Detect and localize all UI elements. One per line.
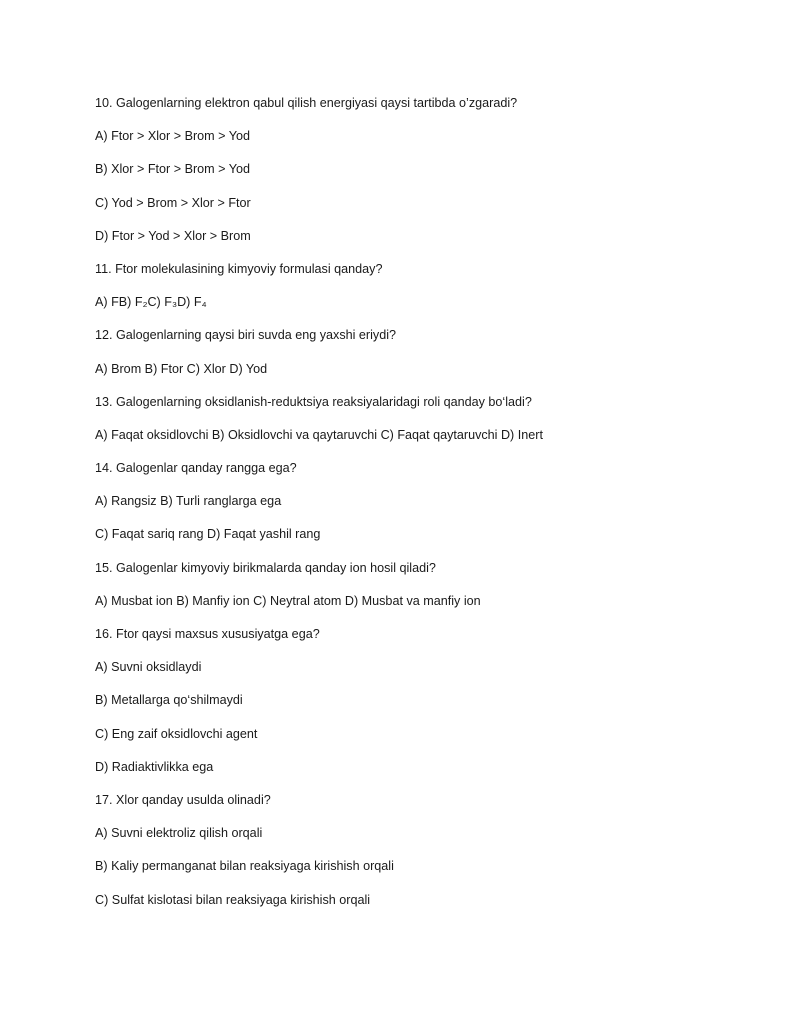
question-12: 12. Galogenlarning qaysi biri suvda eng yaxshi eriydi?	[95, 328, 397, 343]
question-12-options: A) Brom B) Ftor C) Xlor D) Yod	[95, 361, 268, 376]
question-13: 13. Galogenlarning oksidlanish-reduktsiya reaksiyalaridagi roli qanday bo‘ladi?	[95, 394, 532, 409]
question-17-option-b: B) Kaliy permanganat bilan reaksiyaga kirishish orqali	[95, 859, 394, 874]
question-13-options: A) Faqat oksidlovchi B) Oksidlovchi va qaytaruvchi C) Faqat qaytaruvchi D) Inert	[95, 427, 543, 442]
question-16-option-d: D) Radiaktivlikka ega	[95, 759, 214, 774]
document-text	[95, 92, 755, 922]
question-16-option-b: B) Metallarga qo‘shilmaydi	[95, 693, 243, 708]
question-16: 16. Ftor qaysi maxsus xususiyatga ega?	[95, 627, 320, 641]
question-17-option-c: C) Sulfat kislotasi bilan reaksiyaga kirishish orqali	[95, 892, 371, 907]
question-10-option-d: D) Ftor > Yod > Xlor > Brom	[95, 228, 251, 243]
question-14-options-ab: A) Rangsiz B) Turli ranglarga ega	[95, 494, 282, 509]
question-17: 17. Xlor qanday usulda olinadi?	[95, 792, 271, 807]
question-11-options: A) FB) F₂C) F₃D) F₄	[95, 295, 207, 310]
question-15-options: A) Musbat ion B) Manfiy ion C) Neytral atom D) Musbat va manfiy ion	[95, 593, 481, 608]
question-15: 15. Galogenlar kimyoviy birikmalarda qanday ion hosil qiladi?	[95, 560, 436, 575]
question-17-option-a: A) Suvni elektroliz qilish orqali	[95, 826, 263, 841]
question-14-options-cd: C) Faqat sariq rang D) Faqat yashil rang	[95, 527, 321, 542]
question-10-option-b: B) Xlor > Ftor > Brom > Yod	[95, 162, 251, 177]
question-16-option-a: A) Suvni oksidlaydi	[95, 660, 202, 675]
question-10: 10. Galogenlarning elektron qabul qilish energiyasi qaysi tartibda o’zgaradi?	[95, 96, 518, 110]
question-11: 11. Ftor molekulasining kimyoviy formulasi qanday?	[95, 261, 383, 276]
question-14: 14. Galogenlar qanday rangga ega?	[95, 461, 297, 476]
question-16-option-c: C) Eng zaif oksidlovchi agent	[95, 726, 258, 741]
question-10-option-a: A) Ftor > Xlor > Brom > Yod	[95, 129, 251, 144]
question-10-option-c: C) Yod > Brom > Xlor > Ftor	[95, 195, 251, 210]
